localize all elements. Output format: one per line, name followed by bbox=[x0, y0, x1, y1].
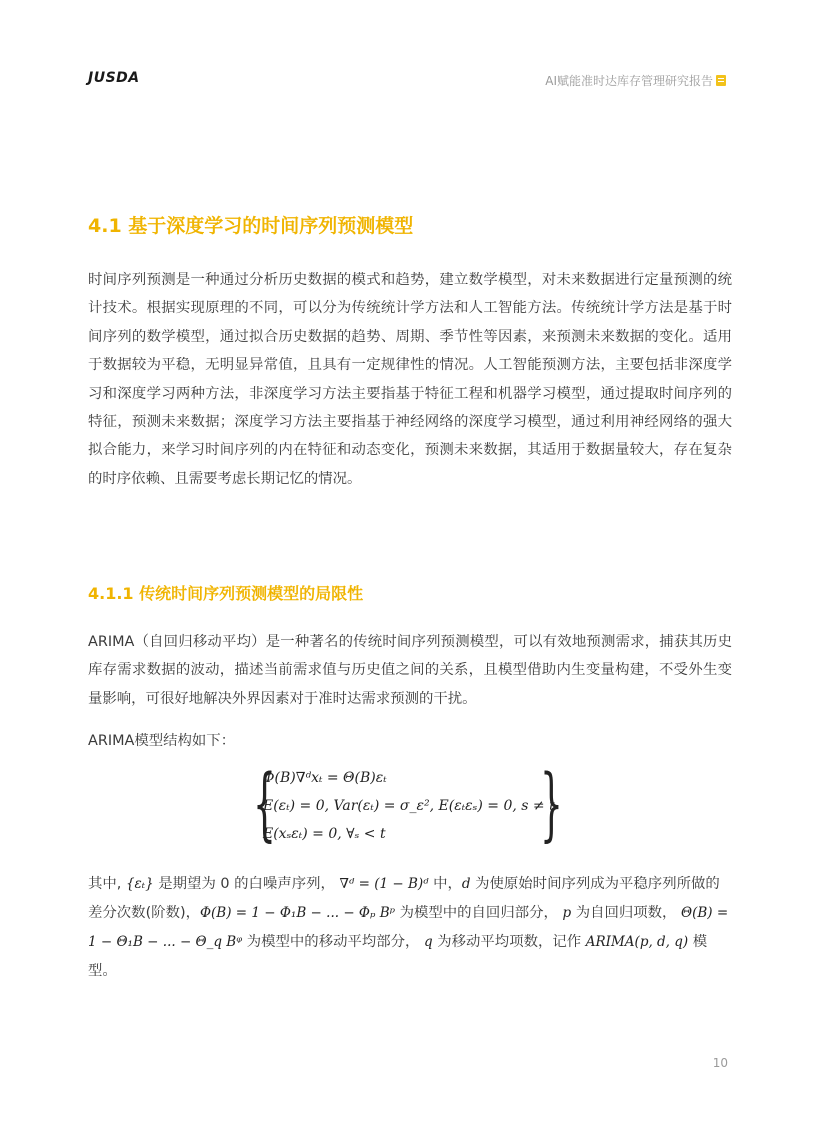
company-logo: JUSDA bbox=[88, 70, 140, 86]
page-number: 10 bbox=[712, 1056, 728, 1070]
subsection-paragraph: ARIMA（自回归移动平均）是一种著名的传统时间序列预测模型，可以有效地预测需求，捕获其历史库存需求数据的波动，描述当前需求值与历史值之间的关系，且模型借助内生变量构建，不受外生变量影响，可很好地解决外界因素对于准时达需求预测的干扰。 bbox=[88, 634, 732, 707]
explanation-text: 为自回归项数， bbox=[571, 905, 682, 921]
p-symbol: p bbox=[562, 905, 572, 921]
structure-label: ARIMA模型结构如下： bbox=[88, 733, 236, 749]
explanation-text: 为使原始时间序列成为平稳序列所做的差分次数(阶数)， bbox=[88, 876, 720, 921]
left-brace: { bbox=[253, 757, 276, 850]
q-symbol: q bbox=[424, 934, 433, 950]
arima-equation bbox=[253, 757, 563, 850]
report-title-text: AI赋能准时达库存管理研究报告 bbox=[545, 74, 713, 88]
report-title bbox=[545, 72, 726, 89]
equation-explanation bbox=[88, 870, 732, 986]
explanation-text: 为模型中的移动平均部分， bbox=[242, 934, 425, 950]
document-icon bbox=[716, 75, 726, 86]
equation-line-3: E(xₛεₜ) = 0, ∀ₛ < t bbox=[263, 826, 386, 842]
white-noise-symbol: {εₜ} bbox=[125, 876, 154, 892]
explanation-text: 其中, bbox=[88, 876, 126, 892]
explanation-text: 为移动平均项数，记作 bbox=[432, 934, 586, 950]
equation-line-1: Φ(B)∇ᵈxₜ = Θ(B)εₜ bbox=[263, 770, 387, 786]
ma-polynomial: Θ(B) = 1 − Θ₁B − ... − Θ_q Bᵠ bbox=[88, 905, 729, 950]
section-heading: 4.1 基于深度学习的时间序列预测模型 bbox=[88, 215, 414, 237]
d-symbol: d bbox=[461, 876, 471, 892]
ar-polynomial: Φ(B) = 1 − Φ₁B − ... − Φₚ Bᵖ bbox=[199, 905, 396, 921]
arima-notation: ARIMA(p, d, q) bbox=[585, 934, 689, 950]
right-brace: } bbox=[540, 757, 563, 850]
explanation-text: 模型。 bbox=[88, 934, 708, 979]
explanation-text: 为模型中的自回归部分， bbox=[395, 905, 563, 921]
equation-line-2: E(εₜ) = 0, Var(εₜ) = σ_ε², E(εₜεₛ) = 0, s ≠ t bbox=[263, 798, 555, 814]
explanation-text: 中， bbox=[428, 876, 462, 892]
subsection-heading: 4.1.1 传统时间序列预测模型的局限性 bbox=[88, 584, 364, 603]
explanation-text: 是期望为 0 的白噪声序列， bbox=[153, 876, 340, 892]
section-paragraph: 时间序列预测是一种通过分析历史数据的模式和趋势，建立数学模型，对未来数据进行定量预测的统计技术。根据实现原理的不同，可以分为传统统计学方法和人工智能方法。传统统计学方法是基于时间序列的数学模型，通过拟合历史数据的趋势、周期、季节性等因素，来预测未来数据的变化。适用于数据较为平稳，无明显异常值，且具有一定规律性的情况。人工智能预测方法，主要包括非深度学习和深度学习两种方法，非深度学习方法主要指基于特征工程和机器学习模型，通过提取时间序列的特征，预测未来数据；深度学习方法主要指基于神经网络的深度学习模型，通过利用神经网络的强大拟合能力，来学习时间序列的内在特征和动态变化，预测未来数据，其适用于数据量较大，存在复杂的时序依赖、且需要考虑长期记忆的情况。 bbox=[88, 272, 732, 487]
difference-operator: ∇ᵈ = (1 − B)ᵈ bbox=[339, 876, 429, 892]
